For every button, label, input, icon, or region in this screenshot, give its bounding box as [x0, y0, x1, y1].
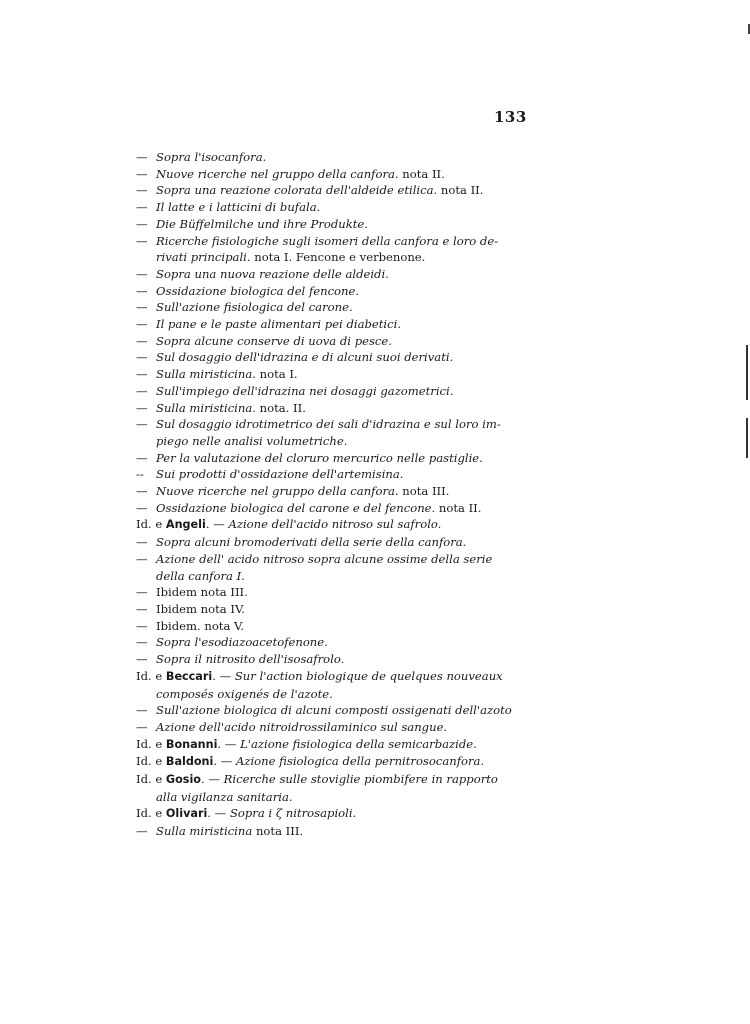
entry-title: L'azione fisiologica della semicarbazide.: [240, 736, 477, 751]
entry-title: Il latte e i latticini di bufala.: [156, 200, 321, 215]
entry-lead-marker: —: [136, 300, 148, 315]
entry-lead-marker: —: [136, 719, 148, 734]
entry-note: nota II.: [437, 183, 484, 198]
entry-title: Sopra una reazione colorata dell'aldeide etilica.: [156, 183, 438, 198]
bibliography-entry: [136, 366, 531, 383]
bibliography-entry: [136, 823, 531, 840]
entry-continuation-text: piego nelle analisi volumetriche.: [156, 433, 348, 448]
entry-body: [156, 467, 403, 481]
entry-conjunction: e: [151, 772, 166, 787]
entry-body: [156, 300, 353, 314]
entry-continuation: [156, 433, 531, 450]
entry-title: Azione dell'acido nitroso sul safrolo.: [228, 517, 442, 532]
entry-lead-marker: —: [136, 703, 148, 718]
bibliography-entry: [136, 534, 531, 551]
entry-note: Ibidem. nota V.: [156, 618, 245, 633]
bibliography-entry: [136, 299, 531, 316]
entry-separator: . —: [205, 517, 229, 532]
entry-separator: . —: [217, 736, 241, 751]
bibliography-entry: [136, 601, 531, 618]
entry-note: Ibidem nota III.: [156, 585, 248, 600]
entry-title: Il pane e le paste alimentari pei diabetici.: [156, 317, 402, 332]
entry-title: Sopra i ζ nitrosapioli.: [229, 806, 357, 821]
entry-body: [156, 484, 449, 498]
entry-note: nota II.: [435, 500, 482, 515]
entry-author: Angeli: [165, 518, 206, 532]
entry-body: [156, 635, 328, 649]
entry-title: Azione dell'acido nitroidrossilaminico sul sangue.: [156, 719, 448, 734]
entry-title: Sopra alcune conserve di uova di pesce.: [156, 333, 392, 348]
entry-body: [156, 401, 306, 415]
entry-lead-marker: —: [136, 166, 148, 181]
entry-conjunction: e: [151, 806, 166, 821]
entry-body: [156, 334, 392, 348]
bibliography-entry: [136, 719, 531, 736]
entry-note: Ibidem nota IV.: [156, 601, 245, 616]
bibliography-entry: [136, 182, 531, 199]
entry-lead-marker: —: [136, 216, 148, 231]
entry-continuation-text: della canfora I.: [156, 568, 245, 583]
entry-title: Sull'azione fisiologica del carone.: [156, 300, 353, 315]
entry-separator: . —: [200, 772, 224, 787]
entry-continuation-text: composés oxigenés de l'azote.: [156, 686, 333, 701]
entry-lead-marker: --: [136, 467, 144, 482]
entry-title: Sopra una nuova reazione delle aldeidi.: [156, 266, 389, 281]
entry-lead-marker: —: [136, 417, 148, 432]
entry-title: Sopra alcuni bromoderivati della serie della canfora.: [156, 535, 467, 550]
entry-body: [156, 183, 483, 197]
entry-body: [156, 317, 401, 331]
entry-title: Ricerche sulle stoviglie piombifere in rapporto: [223, 772, 498, 787]
entry-note: nota I.: [255, 367, 298, 382]
entry-title: Sopra l'isocanfora.: [156, 150, 267, 164]
entry-lead-marker: —: [136, 500, 148, 515]
entry-title: Die Büffelmilche und ihre Produkte.: [156, 216, 368, 231]
bibliography-entry: [136, 333, 531, 350]
entry-lead-marker: —: [136, 367, 148, 382]
entry-author: Bonanni: [165, 737, 218, 751]
entry-body: [152, 806, 357, 820]
bibliography-entry: [136, 736, 531, 754]
entry-lead-marker: —: [136, 601, 148, 616]
entry-title: Per la valutazione del cloruro mercurico nelle pastiglie.: [156, 450, 483, 465]
entry-continuation: [136, 686, 531, 703]
bibliography-entry: [136, 400, 531, 417]
bibliography-entry: [136, 584, 531, 601]
bibliography-entry: [136, 233, 531, 266]
entry-body: [156, 535, 466, 549]
entry-body: [156, 367, 298, 381]
bibliography-entry: [136, 634, 531, 651]
entry-body: [152, 517, 442, 531]
entry-lead-marker: —: [136, 484, 148, 499]
entry-body: [156, 234, 498, 248]
entry-body: [156, 652, 344, 666]
entry-continuation: [136, 789, 531, 806]
entry-title: Sopra il nitrosito dell'isosafrolo.: [156, 652, 345, 667]
entry-continuation: [156, 249, 531, 266]
bibliography-entry: [136, 466, 531, 483]
entry-body: [156, 703, 512, 717]
entry-author: Gosio: [165, 773, 201, 787]
bibliography-entry: [136, 283, 531, 300]
bibliography-entry: [136, 149, 531, 166]
entry-title: Ossidazione biologica del carone e del fencone.: [156, 500, 436, 515]
entry-title: Sur l'action biologique de quelques nouveaux: [234, 668, 503, 683]
bibliography-entry: [136, 349, 531, 366]
entry-lead-marker: Id.: [136, 754, 152, 769]
entry-separator: . —: [213, 754, 236, 769]
entry-lead-marker: —: [136, 535, 148, 550]
bibliography-entry: [136, 316, 531, 333]
entry-title: Sull'impiego dell'idrazina nei dosaggi gazometrici.: [156, 383, 454, 398]
entry-body: [152, 737, 477, 751]
bibliography-entry: [136, 771, 531, 805]
entry-title: Nuove ricerche nel gruppo della canfora.: [156, 166, 399, 181]
entry-author: Beccari: [165, 669, 213, 683]
bibliography-entry: [136, 702, 531, 719]
scan-margin-line: [746, 345, 748, 400]
entry-lead-marker: Id.: [136, 736, 152, 751]
entry-lead-marker: Id.: [136, 806, 152, 821]
bibliography-entry: [136, 450, 531, 467]
entry-lead-marker: —: [136, 383, 148, 398]
entry-note: nota III.: [398, 484, 450, 499]
entry-continuation-text: rivati principali.: [156, 250, 251, 265]
bibliography-entry: [136, 383, 531, 400]
bibliography-entry: [136, 618, 531, 635]
entry-lead-marker: —: [136, 150, 148, 164]
entry-body: [156, 267, 389, 281]
entry-title: Sopra l'esodiazoacetofenone.: [156, 635, 328, 650]
entry-body: [156, 501, 481, 515]
entry-body: [156, 720, 447, 734]
entry-note: nota I. Fencone e verbenone.: [250, 250, 426, 265]
entry-lead-marker: —: [136, 183, 148, 198]
bibliography-entry: [136, 668, 531, 702]
entry-note: nota II.: [398, 166, 445, 181]
bibliography-entry: [136, 483, 531, 500]
bibliography-entry: [136, 266, 531, 283]
entry-lead-marker: —: [136, 200, 148, 215]
entry-body: [156, 417, 501, 431]
entry-lead-marker: —: [136, 551, 148, 566]
bibliography-entry: [136, 551, 531, 584]
entry-title: Nuove ricerche nel gruppo della canfora.: [156, 484, 399, 499]
entry-body: [156, 585, 248, 599]
entry-lead-marker: —: [136, 400, 148, 415]
page-number: 133: [494, 108, 527, 126]
entry-body: [156, 217, 368, 231]
scan-margin-line: [746, 418, 748, 458]
entry-lead-marker: —: [136, 350, 148, 365]
bibliography-entry: [136, 516, 531, 534]
entry-body: [152, 772, 498, 786]
bibliography-entry: [136, 805, 531, 823]
entry-body: [156, 150, 266, 164]
entry-conjunction: e: [151, 754, 166, 769]
bibliography-entry: [136, 651, 531, 668]
entry-lead-marker: —: [136, 824, 148, 839]
entry-note: nota. II.: [255, 400, 306, 415]
bibliography-entry: [136, 753, 531, 771]
entry-author: Olivari: [165, 807, 208, 821]
entry-title: Sulla miristicina.: [156, 367, 256, 382]
entry-lead-marker: —: [136, 317, 148, 332]
entry-body: [156, 350, 453, 364]
entry-conjunction: e: [151, 517, 166, 532]
bibliography-entry: [136, 166, 531, 183]
entry-lead-marker: —: [136, 585, 148, 600]
entry-conjunction: e: [151, 736, 166, 751]
entry-body: [152, 754, 484, 768]
entry-lead-marker: —: [136, 333, 148, 348]
bibliography-list: [136, 149, 531, 840]
entry-title: Azione dell' acido nitroso sopra alcune ossime della serie: [156, 551, 493, 566]
entry-body: [152, 669, 503, 683]
entry-body: [156, 167, 445, 181]
entry-body: [156, 824, 303, 838]
bibliography-entry: [136, 500, 531, 517]
entry-title: Ricerche fisiologiche sugli isomeri della canfora e loro de-: [156, 233, 499, 248]
entry-title: Sull'azione biologica di alcuni composti ossigenati dell'azoto: [156, 703, 512, 718]
entry-title: Sui prodotti d'ossidazione dell'artemisina.: [156, 467, 404, 482]
entry-separator: . —: [207, 806, 230, 821]
entry-note: nota III.: [252, 824, 304, 839]
entry-title: Sul dosaggio dell'idrazina e di alcuni suoi derivati.: [156, 350, 454, 365]
bibliography-entry: [136, 216, 531, 233]
entry-separator: . —: [212, 668, 235, 683]
entry-body: [156, 384, 453, 398]
entry-lead-marker: Id.: [136, 517, 152, 532]
entry-lead-marker: Id.: [136, 772, 152, 787]
entry-continuation: [156, 568, 531, 585]
entry-lead-marker: —: [136, 283, 148, 298]
entry-lead-marker: —: [136, 266, 148, 281]
entry-body: [156, 200, 320, 214]
entry-title: Sulla miristicina: [156, 824, 253, 839]
entry-lead-marker: —: [136, 635, 148, 650]
entry-body: [156, 602, 245, 616]
bibliography-entry: [136, 199, 531, 216]
entry-body: [156, 552, 492, 566]
entry-title: Sul dosaggio idrotimetrico dei sali d'idrazina e sul loro im-: [156, 417, 501, 432]
entry-continuation-text: alla vigilanza sanitaria.: [156, 789, 293, 804]
entry-lead-marker: —: [136, 450, 148, 465]
entry-title: Ossidazione biologica del fencone.: [156, 283, 360, 298]
entry-lead-marker: —: [136, 652, 148, 667]
entry-lead-marker: —: [136, 233, 148, 248]
entry-title: Sulla miristicina.: [156, 400, 256, 415]
entry-lead-marker: Id.: [136, 668, 152, 683]
entry-body: [156, 451, 483, 465]
entry-body: [156, 619, 244, 633]
entry-author: Baldoni: [165, 755, 214, 769]
entry-body: [156, 284, 359, 298]
entry-title: Azione fisiologica della pernitrosocanfora.: [235, 754, 485, 769]
bibliography-entry: [136, 416, 531, 449]
entry-lead-marker: —: [136, 618, 148, 633]
entry-conjunction: e: [151, 668, 166, 683]
